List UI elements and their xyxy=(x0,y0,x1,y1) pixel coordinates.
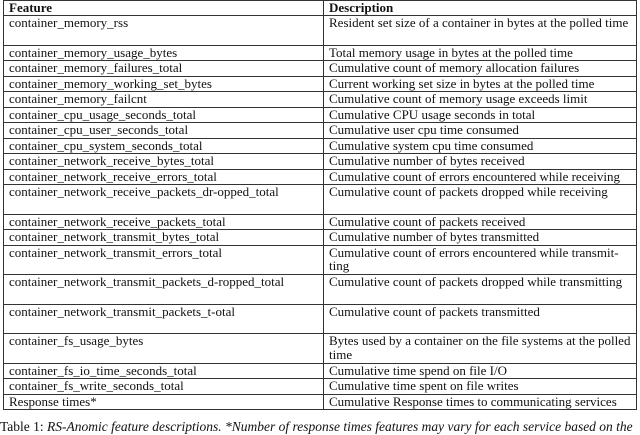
table-row xyxy=(4,138,637,154)
cell-description: Cumulative count of packets dropped while transmitting xyxy=(324,275,637,305)
cell-description: Cumulative count of errors encountered while transmit-ting xyxy=(324,245,637,275)
cell-feature: container_cpu_usage_seconds_total xyxy=(4,107,324,123)
cell-description: Cumulative Response times to communicating services xyxy=(324,394,637,410)
cell-feature: container_network_transmit_packets_t-otal xyxy=(4,304,324,334)
cell-feature: container_network_transmit_errors_total xyxy=(4,245,324,275)
cell-feature: container_network_receive_packets_total xyxy=(4,214,324,230)
cell-description: Cumulative count of packets transmitted xyxy=(324,304,637,334)
table-row xyxy=(4,45,637,61)
table-caption xyxy=(0,419,633,435)
table-row xyxy=(4,76,637,92)
cell-feature: container_cpu_system_seconds_total xyxy=(4,138,324,154)
cell-description: Current working set size in bytes at the polled time xyxy=(324,76,637,92)
cell-description: Cumulative count of packets dropped while receiving xyxy=(324,185,637,215)
cell-description: Resident set size of a container in bytes at the polled time xyxy=(324,16,637,46)
cell-description: Cumulative count of memory usage exceeds limit xyxy=(324,92,637,108)
caption-note: *Number of response times features may vary for each service based on the xyxy=(225,419,633,434)
cell-description: Cumulative system cpu time consumed xyxy=(324,138,637,154)
cell-description: Cumulative time spent on file writes xyxy=(324,379,637,395)
table-row xyxy=(4,334,637,364)
table-row xyxy=(4,185,637,215)
cell-description: Bytes used by a container on the file systems at the polled time xyxy=(324,334,637,364)
cell-feature: container_fs_io_time_seconds_total xyxy=(4,363,324,379)
header-feature: Feature xyxy=(4,1,324,16)
table-row xyxy=(4,92,637,108)
table-row xyxy=(4,154,637,170)
table-row xyxy=(4,61,637,77)
cell-feature: container_memory_failures_total xyxy=(4,61,324,77)
table-row xyxy=(4,379,637,395)
cell-description: Cumulative number of bytes received xyxy=(324,154,637,170)
cell-feature: Response times* xyxy=(4,394,324,410)
header-description: Description xyxy=(324,1,637,16)
cell-feature: container_memory_working_set_bytes xyxy=(4,76,324,92)
cell-description: Cumulative count of packets received xyxy=(324,214,637,230)
cell-description: Cumulative count of memory allocation failures xyxy=(324,61,637,77)
cell-feature: container_memory_failcnt xyxy=(4,92,324,108)
cell-feature: container_network_transmit_bytes_total xyxy=(4,230,324,246)
table-row xyxy=(4,16,637,46)
table-row xyxy=(4,107,637,123)
cell-description: Cumulative time spend on file I/O xyxy=(324,363,637,379)
table-row xyxy=(4,245,637,275)
cell-description: Cumulative count of errors encountered while receiving xyxy=(324,169,637,185)
feature-table xyxy=(3,0,637,410)
cell-feature: container_fs_usage_bytes xyxy=(4,334,324,364)
cell-feature: container_network_transmit_packets_d-ropped_total xyxy=(4,275,324,305)
table-row xyxy=(4,169,637,185)
cell-feature: container_network_receive_packets_dr-opped_total xyxy=(4,185,324,215)
table-row xyxy=(4,363,637,379)
table-row xyxy=(4,230,637,246)
table-row xyxy=(4,304,637,334)
table-row xyxy=(4,394,637,410)
caption-title: RS-Anomic feature descriptions. xyxy=(47,419,226,434)
cell-feature: container_fs_write_seconds_total xyxy=(4,379,324,395)
cell-description: Total memory usage in bytes at the polled time xyxy=(324,45,637,61)
cell-feature: container_network_receive_errors_total xyxy=(4,169,324,185)
cell-description: Cumulative number of bytes transmitted xyxy=(324,230,637,246)
table-header-row xyxy=(4,1,637,16)
table-row xyxy=(4,214,637,230)
caption-label: Table 1: xyxy=(0,419,48,434)
table-row xyxy=(4,123,637,139)
cell-description: Cumulative user cpu time consumed xyxy=(324,123,637,139)
cell-feature: container_memory_usage_bytes xyxy=(4,45,324,61)
cell-feature: container_cpu_user_seconds_total xyxy=(4,123,324,139)
cell-feature: container_memory_rss xyxy=(4,16,324,46)
cell-description: Cumulative CPU usage seconds in total xyxy=(324,107,637,123)
cell-feature: container_network_receive_bytes_total xyxy=(4,154,324,170)
table-row xyxy=(4,275,637,305)
